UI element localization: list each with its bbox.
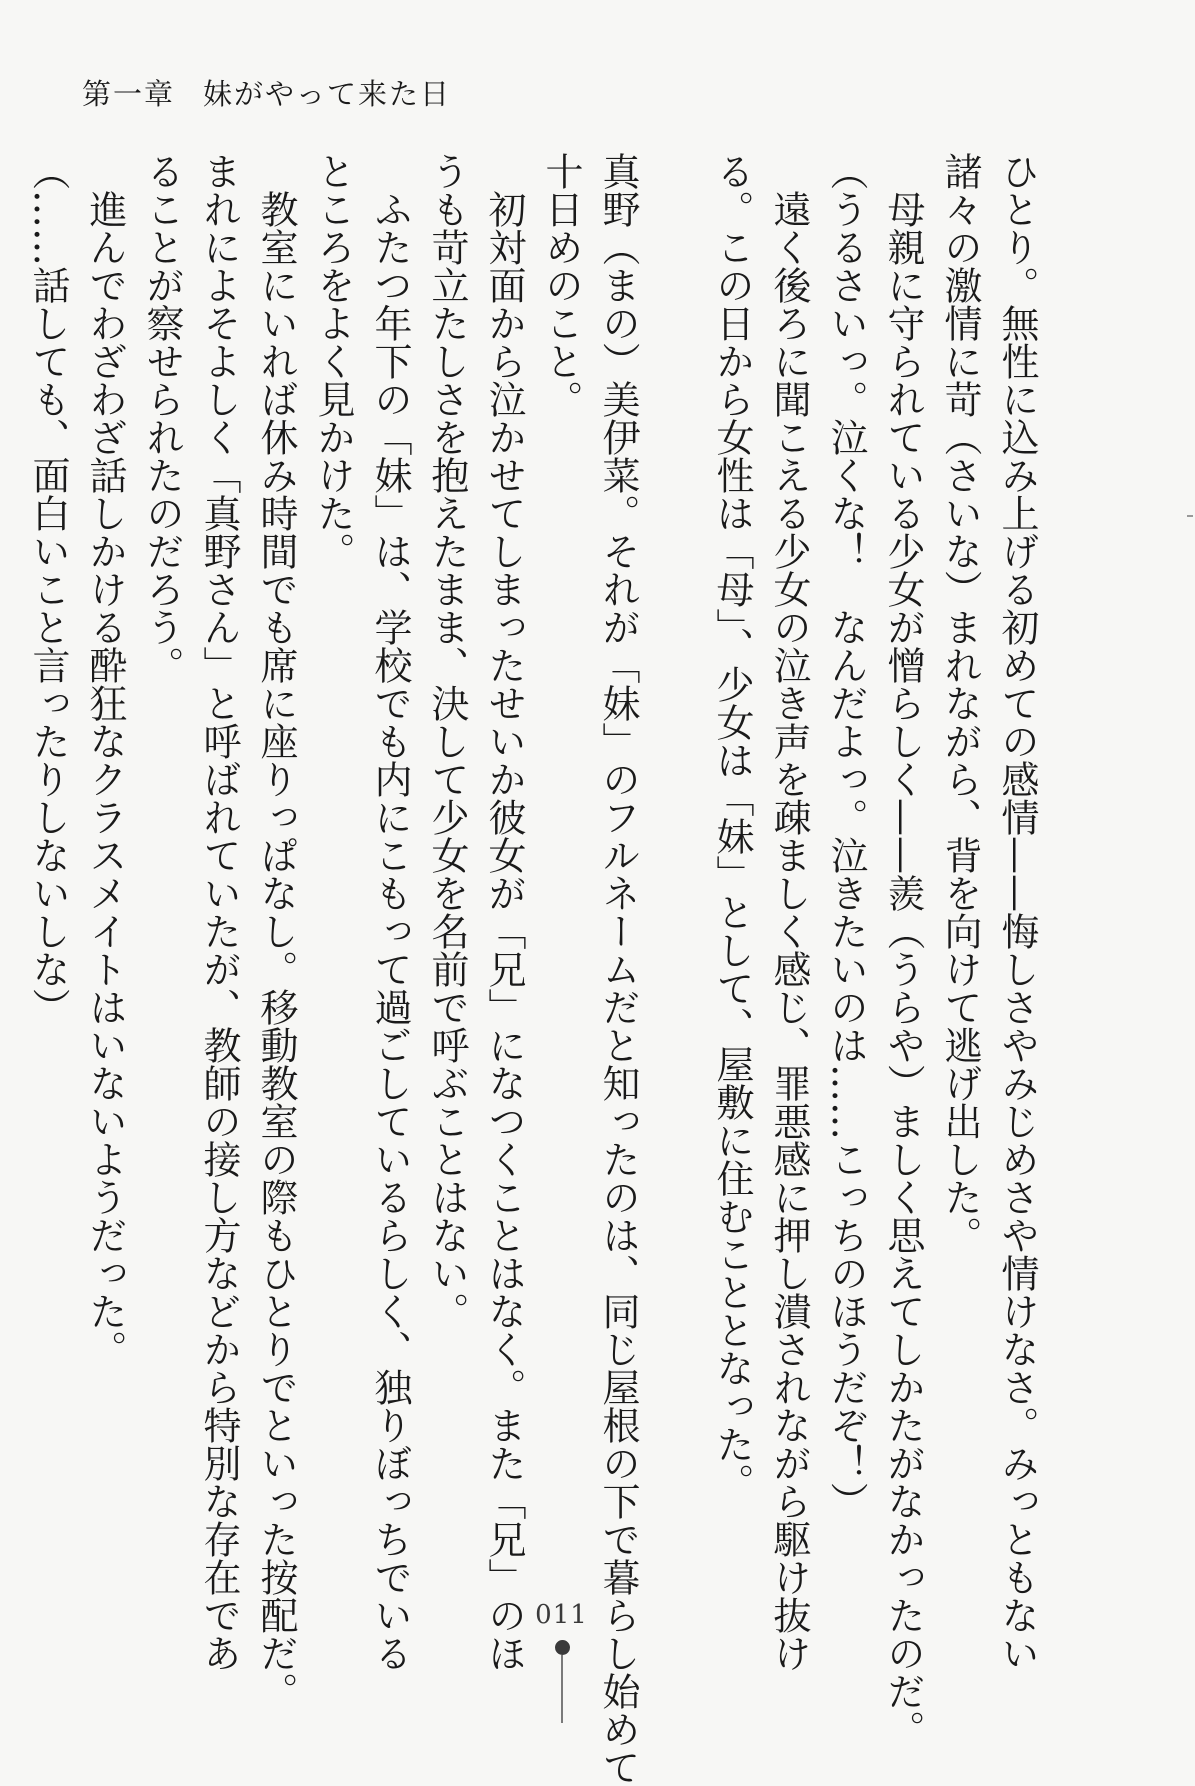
edge-mark	[1187, 515, 1193, 517]
folio-rule	[561, 1655, 563, 1723]
folio-dot-icon	[555, 1640, 570, 1655]
text-line: る。この日から女性は「母」、少女は「妹」として、屋敷に住むこととなった。	[710, 152, 754, 1501]
text-line: まれによそよしく「真野さん」と呼ばれていたが、教師の接し方などから特別な存在であ	[197, 152, 241, 1672]
text-line: ところをよく見かけた。	[311, 152, 355, 570]
text-line: うも苛立たしさを抱えたまま、決して少女を名前で呼ぶことはない。	[425, 152, 469, 1330]
chapter-title: 妹がやって来た日	[203, 77, 452, 111]
running-head	[82, 72, 451, 113]
text-line: 真野（まの）美伊菜。それが「妹」のフルネームだと知ったのは、同じ屋根の下で暮らし始めて	[596, 152, 640, 1786]
blank-line	[646, 152, 703, 153]
chapter-number: 第一章	[82, 77, 176, 111]
text-line: 教室にいれば休み時間でも席に座りっぱなし。移動教室の際もひとりでといった按配だ。	[254, 190, 298, 1710]
text-line: （うるさいっ。泣くな！ なんだよっ。泣きたいのは……こっちのほうだぞ！）	[824, 152, 868, 1520]
text-line: 遠く後ろに聞こえる少女の泣き声を疎ましく感じ、罪悪感に押し潰されながら駆け抜け	[767, 190, 811, 1672]
page-number: 011	[535, 1600, 588, 1630]
text-line: 進んでわざわざ話しかける酔狂なクラスメイトはいないようだった。	[83, 190, 127, 1368]
text-line: ひとり。無性に込み上げる初めての感情——悔しさやみじめさや情けなさ。みっともない	[995, 152, 1039, 1672]
text-line: 諸々の激情に苛（さいな）まれながら、背を向けて逃げ出した。	[938, 152, 982, 1254]
text-line: （……話しても、面白いこと言ったりしないしな）	[26, 152, 70, 1026]
text-line: 母親に守られている少女が憎らしく——羨（うらや）ましく思えてしかたがなかったのだ。	[881, 190, 925, 1748]
text-line: 十日めのこと。	[539, 152, 583, 418]
text-line: 初対面から泣かせてしまったせいか彼女が「兄」になつくことはなく。また「兄」のほ	[482, 190, 526, 1672]
text-line: ることが察せられたのだろう。	[140, 152, 184, 684]
text-line: ふたつ年下の「妹」は、学校でも内にこもって過ごしているらしく、独りぼっちでいる	[368, 190, 412, 1672]
